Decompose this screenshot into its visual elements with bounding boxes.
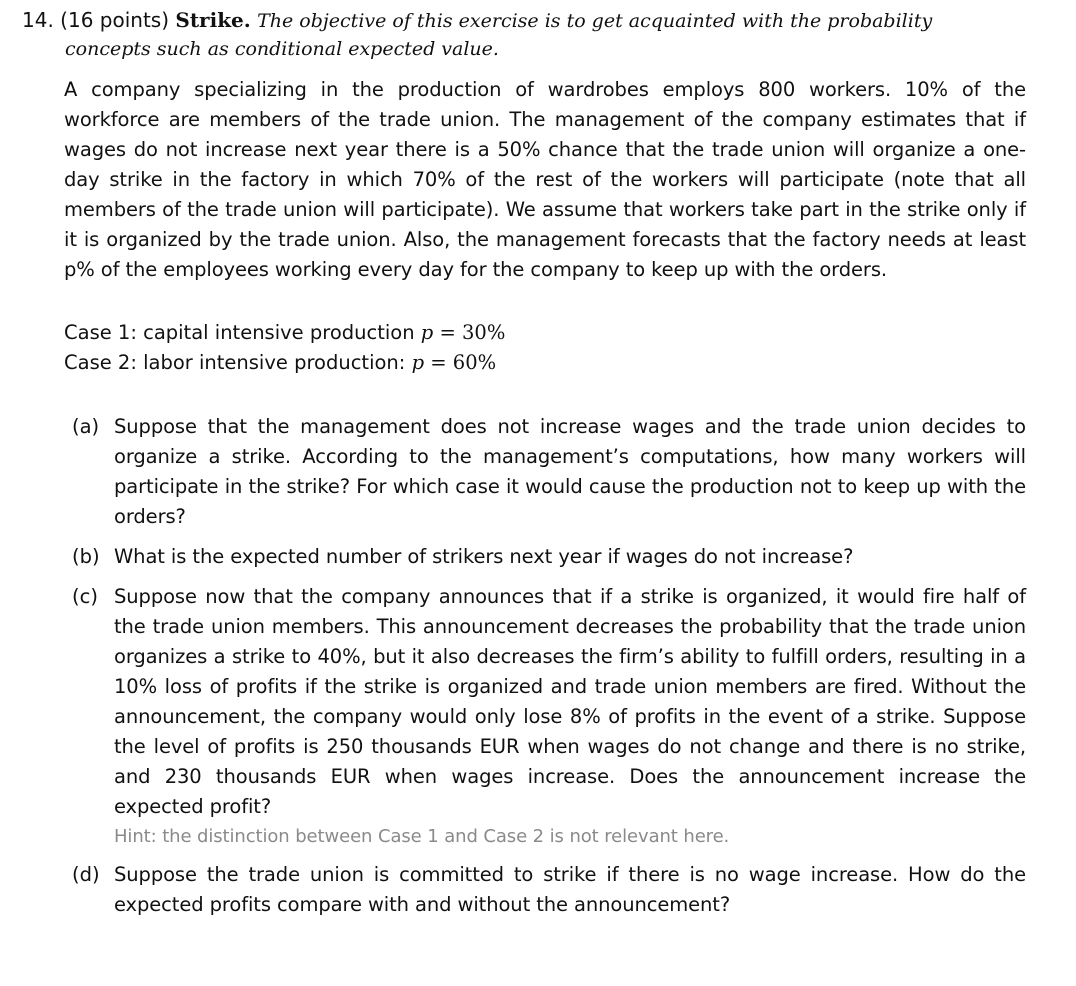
objective-line-1: The objective of this exercise is to get acquainted with the probability	[257, 10, 933, 32]
part-b-text: What is the expected number of strikers next year if wages do not increase?	[114, 545, 854, 568]
part-c-label: (c)	[72, 585, 98, 608]
objective-line-2: concepts such as conditional expected value.	[65, 38, 499, 60]
case-1	[64, 318, 505, 348]
problem-statement: A company specializing in the production of wardrobes employs 800 workers. 10% of the workforce are members of the trade union. The management of the company estimates that if wages do not increase next year there is a 50% chance that the trade union will organize a one-day strike in the factory in which 70% of the rest of the workers will participate (note that all members of the trade union will participate). We assume that workers take part in the strike only if it is organized by the trade union. Also, the management forecasts that the factory needs at least p% of the employees working every day for the company to keep up with the orders.	[64, 78, 1026, 281]
objective-continuation	[65, 35, 1075, 62]
case-2-value: 60%	[452, 351, 497, 374]
part-b-label: (b)	[72, 545, 100, 568]
part-b	[72, 542, 1026, 572]
question-title: Strike.	[175, 8, 251, 32]
case-1-value: 30%	[462, 321, 506, 344]
part-d-label: (d)	[72, 863, 100, 886]
part-c-hint: Hint: the distinction between Case 1 and Case 2 is not relevant here.	[114, 826, 730, 847]
part-a-label: (a)	[72, 415, 100, 438]
case-2-variable: p	[411, 351, 425, 374]
case-2	[64, 348, 496, 378]
question-points: (16 points)	[60, 8, 170, 32]
part-c	[72, 582, 1026, 852]
part-d	[72, 860, 1026, 920]
case-1-variable: p	[420, 321, 434, 344]
question-header	[22, 7, 1032, 34]
part-a-text: Suppose that the management does not increase wages and the trade union decides to organize a strike. According to the management’s computations, how many workers will participate in the strike? For which case it would cause the production not to keep up with the orders?	[114, 415, 1026, 528]
case-1-label: Case 1: capital intensive production	[64, 321, 415, 344]
case-1-equals: =	[433, 321, 463, 344]
part-a	[72, 412, 1026, 532]
part-c-text: Suppose now that the company announces that if a strike is organized, it would fire half of the trade union members. This announcement decreases the probability that the trade union organizes a strike to 40%, but it also decreases the firm’s ability to fulfill orders, resulting in a 10% loss of profits if the strike is organized and trade union members are fired. Without the announcement, the company would only lose 8% of profits in the event of a strike. Suppose the level of profits is 250 thousands EUR when wages do not change and there is no strike, and 230 thousands EUR when wages increase. Does the announcement increase the expected profit?	[114, 585, 1026, 818]
case-2-label: Case 2: labor intensive production:	[64, 351, 406, 374]
case-2-equals: =	[424, 351, 453, 374]
part-d-text: Suppose the trade union is committed to strike if there is no wage increase. How do the expected profits compare with and without the announcement?	[114, 863, 1026, 916]
question-number: 14.	[22, 8, 54, 32]
